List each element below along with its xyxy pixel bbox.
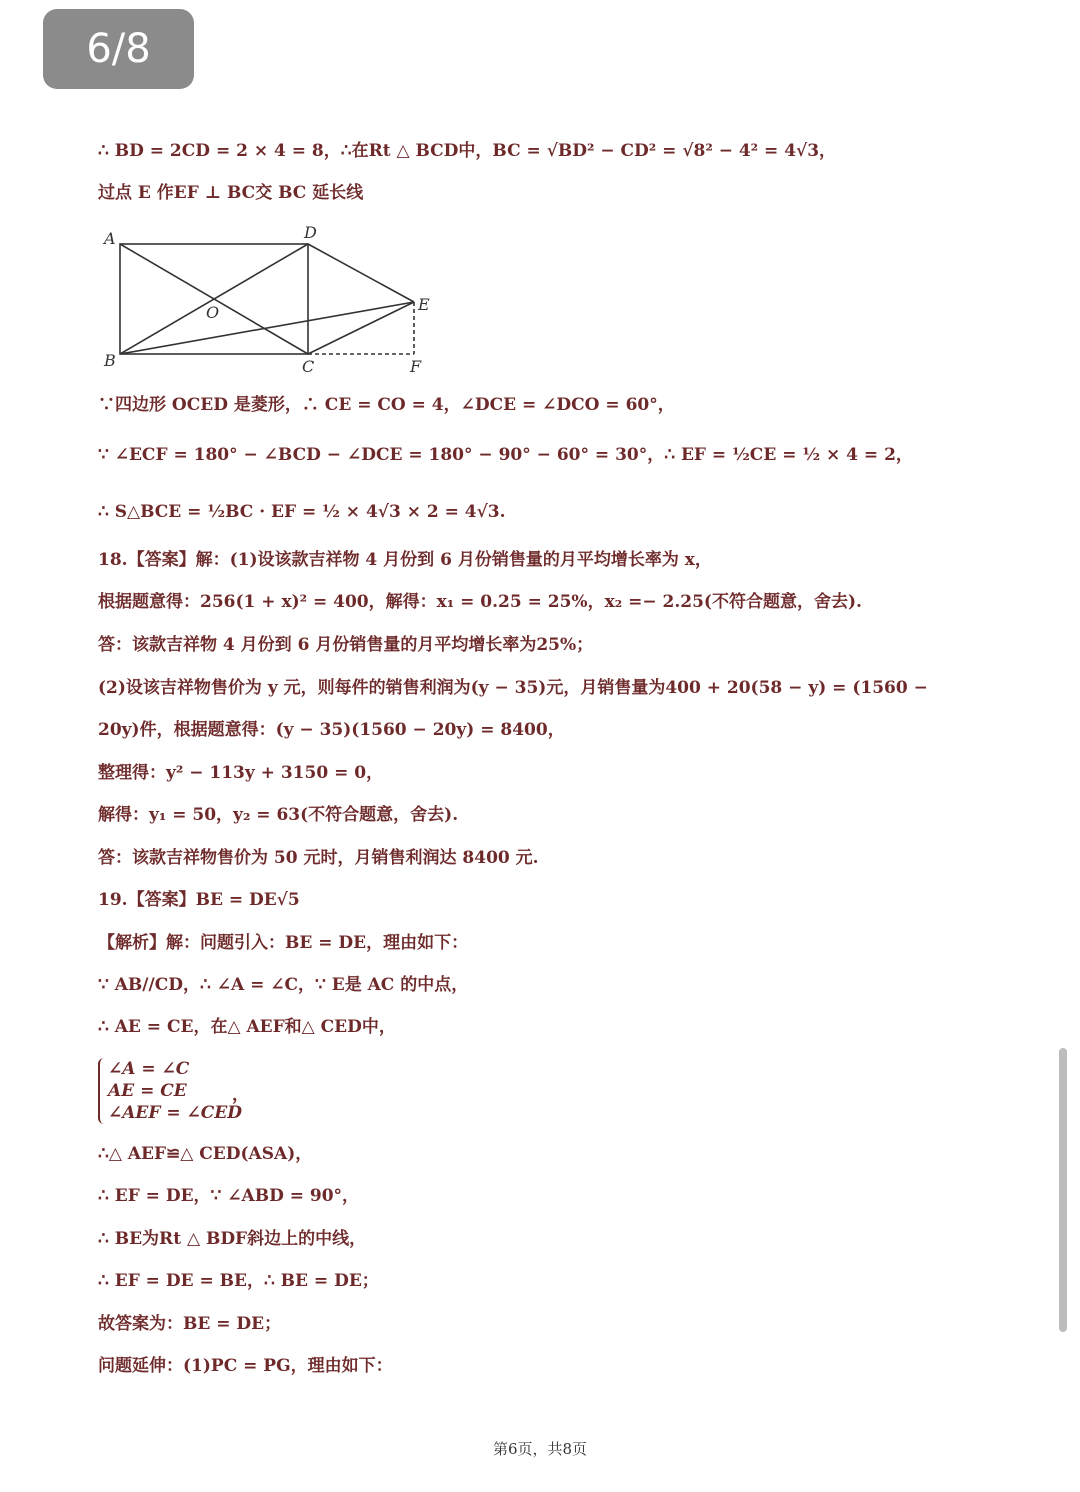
text-line-5: ∴ S△BCE = ½BC · EF = ½ × 4√3 × 2 = 4√3.: [98, 502, 506, 522]
page-footer: 第6页，共8页: [492, 1440, 588, 1458]
text-line-15: 【解析】解：问题引入：BE = DE，理由如下：: [98, 933, 469, 953]
text-line-23: 问题延伸：(1)PC = PG，理由如下：: [98, 1356, 393, 1376]
text-line-17: ∴ AE = CE，在△ AEF和△ CED中，: [98, 1017, 396, 1037]
text-line-4: ∵ ∠ECF = 180° − ∠BCD − ∠DCE = 180° − 90° − 60° = 30°，∴ EF = ½CE = ½ × 4 = 2，: [98, 445, 913, 465]
system-row-3: ∠AEF = ∠CED: [108, 1103, 243, 1123]
label-c: C: [302, 357, 315, 376]
label-o: O: [206, 303, 220, 322]
system-row-1: ∠A = ∠C: [108, 1059, 190, 1079]
label-f: F: [410, 357, 422, 376]
text-line-2: 过点 E 作EF ⊥ BC交 BC 延长线: [98, 183, 364, 203]
text-line-18: ∴△ AEF≌△ CED(ASA)，: [98, 1144, 313, 1164]
text-line-9: (2)设该吉祥物售价为 y 元，则每件的销售利润为(y − 35)元，月销售量为400 + 20(58 − y) = (1560 −: [98, 678, 928, 698]
text-line-11: 整理得：y² − 113y + 3150 = 0，: [98, 763, 384, 783]
geometry-figure: [98, 218, 438, 378]
text-line-1: ∴ BD = 2CD = 2 × 4 = 8，∴在Rt △ BCD中，BC = √BD² − CD² = √8² − 4² = 4√3，: [98, 141, 837, 161]
text-line-8: 答：该款吉祥物 4 月份到 6 月份销售量的月平均增长率为25%；: [98, 635, 594, 655]
label-b: B: [104, 351, 116, 370]
page-indicator-badge: 6/8: [43, 9, 194, 89]
text-line-16: ∵ AB//CD，∴ ∠A = ∠C，∵ E是 AC 的中点，: [98, 975, 469, 995]
label-d: D: [304, 223, 317, 242]
text-line-3: ∵四边形 OCED 是菱形，∴ CE = CO = 4，∠DCE = ∠DCO = 60°，: [98, 395, 675, 415]
text-line-7: 根据题意得：256(1 + x)² = 400，解得：x₁ = 0.25 = 25%，x₂ =− 2.25(不符合题意，舍去).: [98, 592, 862, 612]
label-e: E: [418, 295, 430, 314]
label-a: A: [104, 229, 116, 248]
segment-ce: [308, 302, 414, 354]
text-line-12: 解得：y₁ = 50，y₂ = 63(不符合题意，舍去).: [98, 805, 459, 825]
system-comma: ，: [232, 1085, 249, 1105]
text-line-10: 20y)件，根据题意得：(y − 35)(1560 − 20y) = 8400，: [98, 720, 565, 740]
text-line-19: ∴ EF = DE，∵ ∠ABD = 90°，: [98, 1186, 360, 1206]
text-line-20: ∴ BE为Rt △ BDF斜边上的中线，: [98, 1229, 367, 1249]
vertical-scrollbar[interactable]: [1059, 1048, 1067, 1332]
text-line-22: 故答案为：BE = DE；: [98, 1314, 282, 1334]
segment-de: [308, 244, 414, 302]
text-line-14: 19.【答案】BE = DE√5: [98, 890, 300, 910]
text-line-21: ∴ EF = DE = BE，∴ BE = DE；: [98, 1271, 379, 1291]
text-line-13: 答：该款吉祥物售价为 50 元时，月销售利润达 8400 元.: [98, 848, 539, 868]
system-row-2: AE = CE: [108, 1081, 187, 1101]
left-brace: [98, 1058, 108, 1124]
text-line-6: 18.【答案】解：(1)设该款吉祥物 4 月份到 6 月份销售量的月平均增长率为 x，: [98, 550, 712, 570]
